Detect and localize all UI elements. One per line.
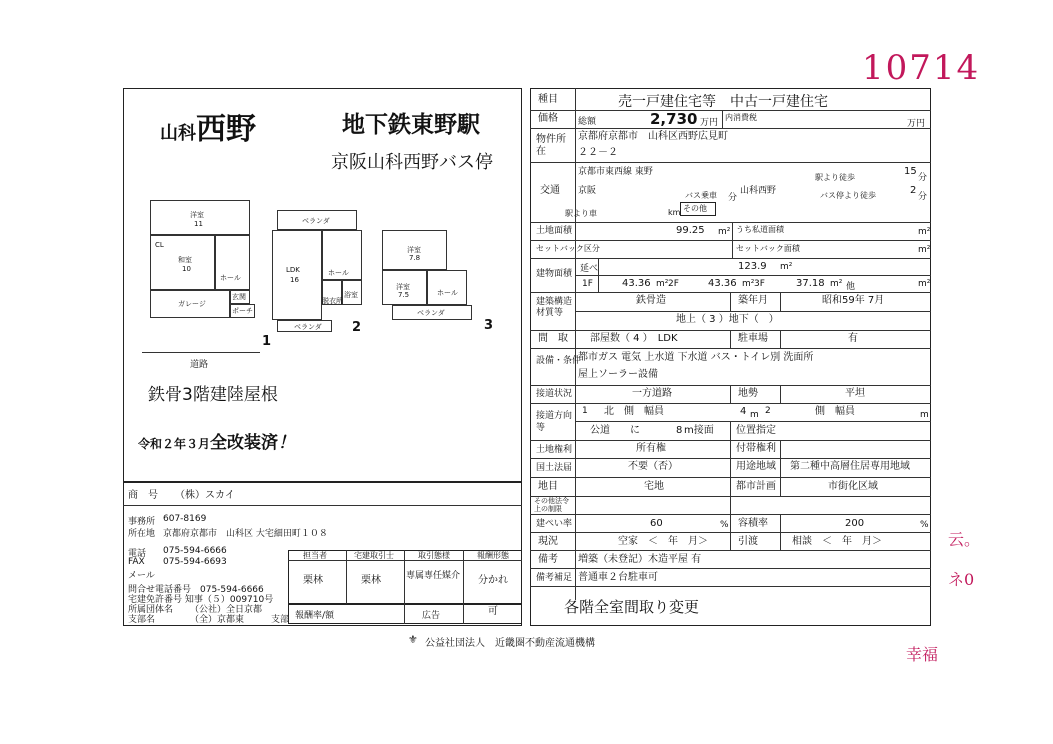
f3-value: 37.18 <box>796 278 825 289</box>
equipment-value-2: 屋上ソーラー設備 <box>578 369 658 380</box>
row-divider <box>530 586 931 587</box>
row-divider <box>530 128 931 129</box>
use-zone-label: 用途地域 <box>736 461 776 472</box>
equipment-value: 都市ガス 電気 上水道 下水道 バス・トイレ別 洗面所 <box>578 352 814 363</box>
direction-1-num: 1 <box>582 406 588 416</box>
bcr-label: 建ぺい率 <box>536 519 573 529</box>
area-small: 山科 <box>160 123 196 144</box>
law-label: 国土法届 <box>536 463 573 473</box>
structure-text: 鉄骨3階建陸屋根 <box>148 385 278 405</box>
room-label: 7.5 <box>398 291 410 299</box>
area-big: 西野 <box>196 112 256 147</box>
rights-value: 所有権 <box>636 443 666 454</box>
parking-label: 駐車場 <box>738 333 768 344</box>
parking-value: 有 <box>848 333 858 344</box>
room-label: 浴室 <box>344 291 358 299</box>
room-label: ベランダ <box>302 217 330 225</box>
floor-number-3: 3 <box>484 318 494 333</box>
status-label: 現況 <box>538 536 558 547</box>
structure-value: 鉄骨造 <box>636 295 666 306</box>
tax-label: 内消費税 <box>725 113 757 122</box>
bus-walk: 2 <box>910 185 917 196</box>
other-law-label: その他法令上の制限 <box>534 497 569 513</box>
bus-walk-unit: 分 <box>918 192 928 202</box>
divider <box>730 385 731 403</box>
renovation-main: 全改装済 <box>210 433 279 453</box>
remarks-2-label: 備考補足 <box>536 573 573 583</box>
office-zip: 607-8169 <box>163 514 207 524</box>
remarks-2-value: 普通車２台駐車可 <box>578 572 658 583</box>
fax-label: FAX <box>128 557 145 567</box>
staff-value: 栗林 <box>361 575 381 586</box>
handwritten-note: 幸福 <box>906 645 939 664</box>
land-unit: m² <box>718 227 731 237</box>
far-unit: % <box>920 520 929 530</box>
private-road-label: うち私道面積 <box>736 225 784 234</box>
staff-value: 分かれ <box>478 575 508 586</box>
org: （公社）全日京都 <box>190 605 263 615</box>
divider <box>780 440 781 496</box>
fee-label: 報酬率/額 <box>295 611 335 621</box>
layout-value: 部屋数（ 4 ） LDK <box>590 333 678 344</box>
divider <box>575 275 931 276</box>
divider <box>780 514 781 550</box>
bus-stop: 山科西野 <box>740 186 777 196</box>
price-sub-label: 総額 <box>578 117 597 127</box>
footer-logo-icon: ⚜ <box>408 633 418 646</box>
room-label: 洋室 <box>407 246 421 254</box>
handwritten-number: 10714 <box>862 48 981 88</box>
terrain-value: 平坦 <box>845 388 865 399</box>
direction-1-unit: m <box>750 410 759 420</box>
label-column-divider <box>575 88 576 600</box>
tax-unit: 万円 <box>907 119 926 129</box>
divider <box>780 330 781 348</box>
bcr-unit: % <box>720 520 729 530</box>
room-label: 10 <box>182 265 191 273</box>
location-label: 物件所在 <box>536 134 566 157</box>
setback-label: セットバック区分 <box>536 244 600 253</box>
position-label: 位置指定 <box>736 425 776 436</box>
room-label: 脱衣所 <box>322 297 343 305</box>
road-line <box>142 352 260 353</box>
remarks-label: 備考 <box>538 554 558 565</box>
room-label: 11 <box>194 220 203 228</box>
f3-unit: m² <box>830 279 843 289</box>
row-divider <box>530 568 931 569</box>
tel-label: 電話 <box>128 549 147 559</box>
mail-label: メール <box>128 571 155 581</box>
divider <box>730 440 731 514</box>
office-label: 事務所 <box>128 517 156 527</box>
km-unit: km <box>668 208 681 217</box>
total-label: 延べ <box>580 264 599 274</box>
footer-org: 公益社団法人 近畿圏不動産流通機構 <box>425 638 595 649</box>
divider <box>404 550 405 604</box>
bus-walk-label: バス停より徒歩 <box>820 191 876 200</box>
price-label: 価格 <box>538 113 558 124</box>
divider <box>575 421 931 422</box>
f2-value: 43.36 <box>708 278 737 289</box>
road-label: 道路 <box>190 360 209 370</box>
f2-unit: m² <box>742 279 755 289</box>
staff-header: 取引態様 <box>418 551 450 560</box>
renovation-date: 令和２年３月 <box>138 437 211 451</box>
direction-2-num: 2 <box>765 406 771 416</box>
walk-minutes: 15 <box>904 166 917 177</box>
bcr-value: 60 <box>650 518 663 529</box>
room-label: ガレージ <box>178 300 206 308</box>
room-label: 洋室 <box>396 283 410 291</box>
row-divider <box>530 162 931 163</box>
station-title: 地下鉄東野駅 <box>342 112 480 138</box>
staff-header: 担当者 <box>303 551 327 560</box>
direction-1-width: 4 <box>740 406 747 417</box>
org-label: 所属団体名 <box>128 605 174 615</box>
fax: 075-594-6693 <box>163 557 227 567</box>
type-value: 売一戸建住宅等 中古一戸建住宅 <box>618 94 828 110</box>
traffic-line-2: 京阪 <box>578 186 597 196</box>
address-label: 所在地 <box>128 529 156 539</box>
built-value: 昭和59年 7月 <box>822 295 885 306</box>
far-value: 200 <box>845 518 865 529</box>
divider <box>780 292 781 311</box>
tel: 075-594-6666 <box>163 546 227 556</box>
divider <box>780 385 781 403</box>
floor-plan-2 <box>272 210 362 340</box>
staff-header: 報酬形態 <box>477 551 509 560</box>
use-zone-value: 第二種中高層住居専用地域 <box>790 461 910 472</box>
f2-label: 2F <box>668 279 679 289</box>
f1-label: 1F <box>582 279 593 289</box>
divider <box>404 604 405 624</box>
status-value: 空家 ＜ 年 月＞ <box>618 536 708 547</box>
other-floor-unit: m² <box>918 279 931 289</box>
direction-1-value: 北 側 幅員 <box>604 406 664 417</box>
direction-2-unit: m <box>920 410 929 420</box>
divider <box>730 514 731 550</box>
renovation-text <box>138 428 295 453</box>
total-unit: m² <box>780 262 793 272</box>
contact-phone: 問合せ電話番号 075-594-6666 <box>128 585 264 595</box>
f3-label: 3F <box>754 279 765 289</box>
f1-value: 43.36 <box>622 278 651 289</box>
location-value-2: ２２－２ <box>578 147 618 158</box>
law-value: 不要（否） <box>628 461 678 472</box>
bus-label: バス乗車 <box>685 191 717 200</box>
renovation-mark: ！ <box>278 433 296 453</box>
traffic-label: 交通 <box>540 185 560 196</box>
city-plan-label: 都市計画 <box>736 481 776 492</box>
row-divider <box>530 240 931 241</box>
address: 京都府京都市 山科区 大宅細田町１０８ <box>163 529 328 539</box>
staff-header: 宅建取引士 <box>354 551 394 560</box>
staff-value: 栗林 <box>303 575 323 586</box>
far-label: 容積率 <box>738 518 768 529</box>
handwritten-note: 云。 <box>948 530 981 549</box>
min-unit: 分 <box>918 173 928 183</box>
bus-min-unit: 分 <box>728 193 738 203</box>
floor-plan-3 <box>382 230 482 325</box>
price-value: 2,730 <box>650 110 698 128</box>
land-category-label: 地目 <box>538 481 558 492</box>
equipment-label: 設備・条件 <box>536 356 582 366</box>
room-label: 7.8 <box>409 254 421 262</box>
direction-label: 接道方向等 <box>536 411 573 433</box>
room-label: 玄関 <box>232 293 246 301</box>
floor-plan-1 <box>150 195 260 355</box>
divider <box>346 550 347 604</box>
row-divider <box>530 258 931 259</box>
branch: （全）京都東 <box>190 615 245 625</box>
divider <box>732 222 733 258</box>
private-road-unit: m² <box>918 227 931 237</box>
land-value: 99.25 <box>676 225 705 236</box>
room-label: CL <box>155 241 164 249</box>
company-name-label: 商 号 <box>128 490 158 501</box>
land-category-value: 宅地 <box>644 481 664 492</box>
total-value: 123.9 <box>738 261 767 272</box>
setback-area-unit: m² <box>918 245 931 255</box>
room-label: ホール <box>220 274 241 282</box>
floors-value: 地上（ 3 ）地下（ ） <box>676 314 779 325</box>
other-floor-label: 他 <box>846 282 856 292</box>
floor-number-1: 1 <box>262 334 272 349</box>
attached-rights-label: 付帯権利 <box>736 443 776 454</box>
f1-unit: m² <box>656 279 669 289</box>
type-label: 種目 <box>538 94 558 105</box>
room-label: LDK <box>286 266 300 274</box>
access-label: 接道状況 <box>536 389 573 399</box>
rights-label: 土地権利 <box>536 445 573 455</box>
branch-suffix: 支部 <box>271 615 290 625</box>
row-divider <box>530 222 931 223</box>
row-divider <box>530 550 931 551</box>
license: 宅建免許番号 知事（５）009710号 <box>128 595 274 605</box>
company-name: （株）スカイ <box>175 490 235 501</box>
road-type: 公道 に <box>590 425 640 436</box>
staff-value: 専属専任媒介 <box>406 571 461 581</box>
room-label: ホール <box>437 289 458 297</box>
room-label: ポーチ <box>232 307 253 315</box>
terrain-label: 地勢 <box>738 388 758 399</box>
layout-label: 間 取 <box>538 333 568 344</box>
road-width: 8 <box>676 425 683 436</box>
room-label: 和室 <box>178 256 192 264</box>
built-label: 築年月 <box>738 295 768 306</box>
floor-number-2: 2 <box>352 320 362 335</box>
divider <box>730 292 731 311</box>
room-label: ベランダ <box>417 309 445 317</box>
room-label: 洋室 <box>190 211 204 219</box>
land-label: 土地面積 <box>536 226 573 236</box>
row-divider <box>530 403 931 404</box>
walk-label: 駅より徒歩 <box>815 173 855 182</box>
divider <box>730 421 731 440</box>
remarks-value: 増築（未登記）木造平屋 有 <box>578 554 702 565</box>
divider <box>463 604 464 624</box>
handover-label: 引渡 <box>738 536 758 547</box>
structure-label: 建築構造材質等 <box>536 297 573 318</box>
divider <box>730 330 731 348</box>
divider <box>123 505 522 506</box>
branch-label: 支部名 <box>128 615 156 625</box>
bus-stop-title: 京阪山科西野バス停 <box>331 152 493 173</box>
divider <box>463 550 464 604</box>
room-label: 16 <box>290 276 299 284</box>
divider <box>722 110 723 128</box>
traffic-line: 京都市東西線 東野 <box>578 167 653 177</box>
handover-value: 相談 ＜ 年 月＞ <box>792 536 882 547</box>
handwritten-note: ネ0 <box>948 570 975 589</box>
road-suffix: m接面 <box>684 425 714 436</box>
divider <box>575 311 931 312</box>
area-title <box>160 104 256 148</box>
room-label: ベランダ <box>294 323 322 331</box>
access-value: 一方道路 <box>632 388 672 399</box>
car-label: 駅より車 <box>565 209 597 218</box>
notice-text: 各階全室間取り変更 <box>564 598 700 616</box>
direction-2-value: 側 幅員 <box>815 406 855 417</box>
ad-value: 可 <box>488 606 498 617</box>
ad-label: 広告 <box>422 611 441 621</box>
other-label: その他 <box>683 204 707 213</box>
city-plan-value: 市街化区域 <box>828 481 878 492</box>
price-unit: 万円 <box>700 118 719 128</box>
setback-area-label: セットバック面積 <box>736 244 800 253</box>
location-value: 京都府京都市 山科区西野広見町 <box>578 131 728 142</box>
building-label: 建物面積 <box>536 269 573 279</box>
room-label: ホール <box>328 269 349 277</box>
row-divider <box>530 348 931 349</box>
